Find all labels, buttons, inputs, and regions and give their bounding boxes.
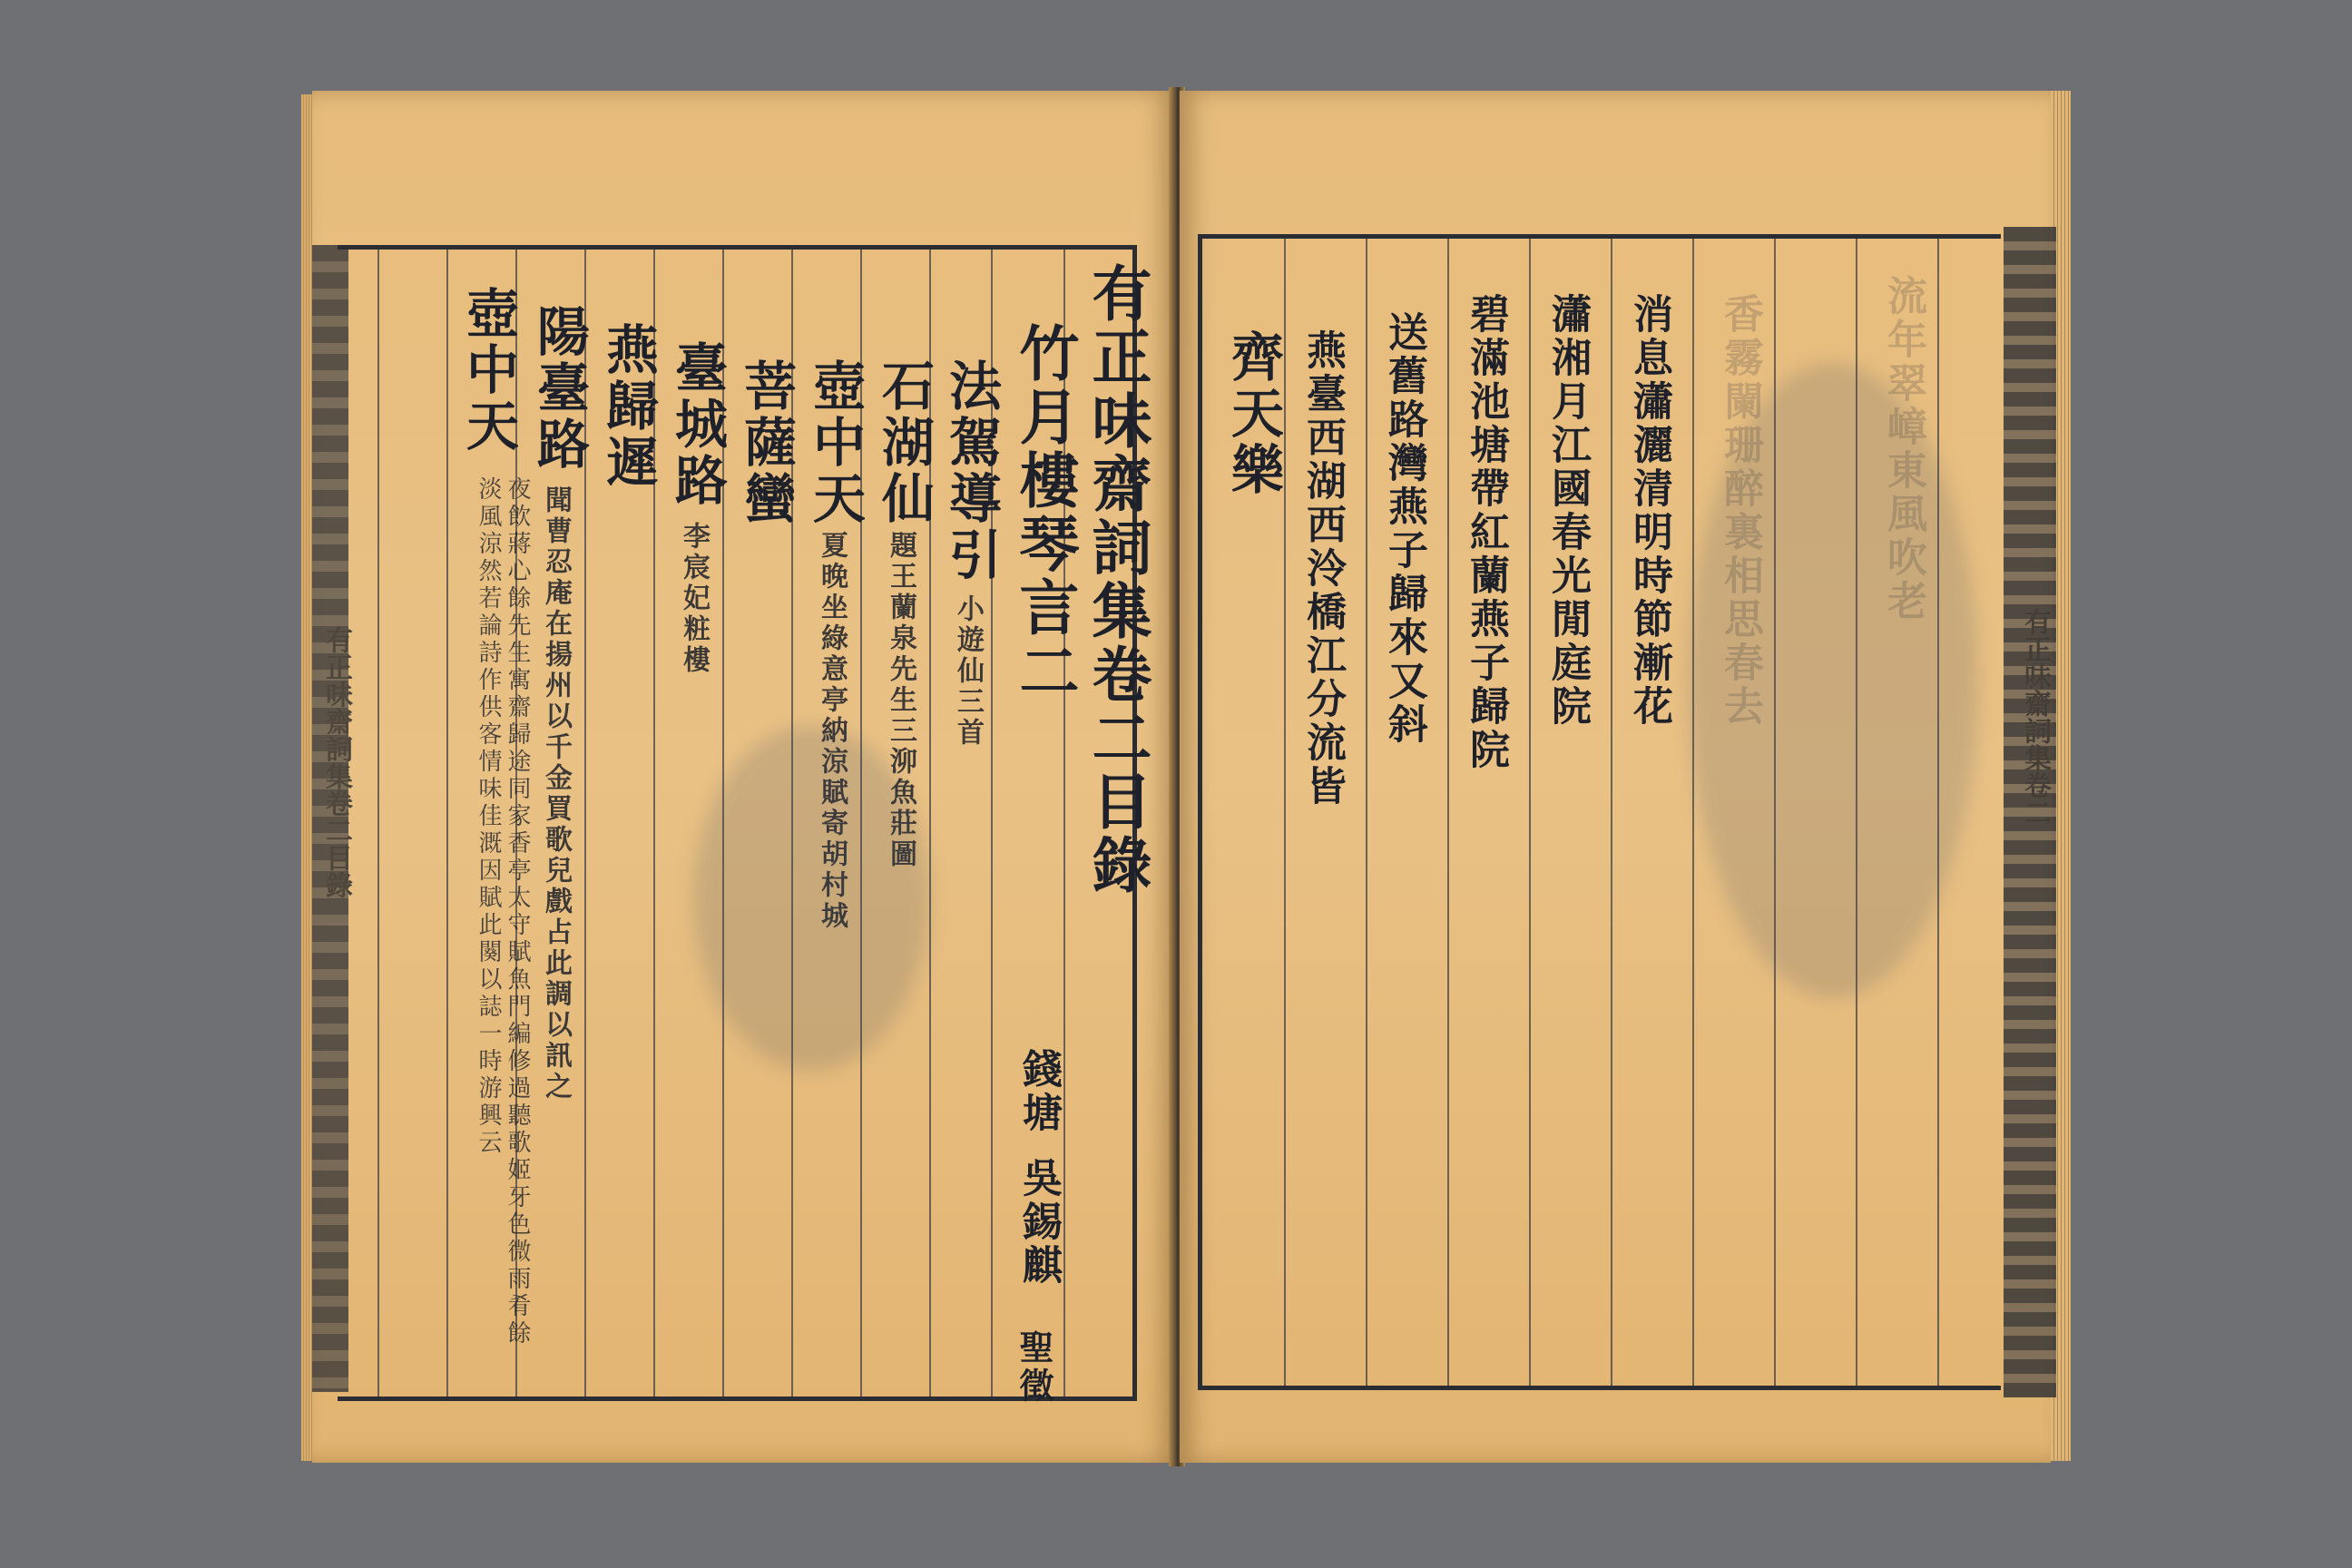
left-page [312, 91, 1174, 1463]
right-fold-margin [2004, 227, 2056, 1397]
right-col-5: 瀟湘月江國春光閒庭院 [1544, 293, 1591, 729]
right-col-3: 送舊路灣燕子歸來又斜 [1381, 311, 1427, 747]
toc-entry-6-note: 李宸妃粧樓 [678, 522, 710, 676]
toc-entry-1-name: 竹月樓琴言二 [1009, 322, 1080, 703]
ink-bleed [693, 726, 929, 1071]
toc-entry-2-note: 小遊仙三首 [952, 594, 984, 749]
toc-entry-7-name: 燕歸遲 [597, 322, 659, 491]
right-col-6: 消息瀟灑清明時節漸花 [1626, 293, 1672, 729]
toc-entry-2-name: 法駕導引 [940, 358, 1002, 583]
left-fold-label: 有正味齋詞集卷二目錄 [320, 626, 352, 898]
right-col-4: 碧滿池塘帶紅蘭燕子歸院 [1463, 293, 1509, 772]
toc-entry-6-name: 臺城路 [666, 340, 728, 509]
toc-entry-8-name: 陽臺路 [528, 304, 590, 473]
toc-entry-3-name: 石湖仙 [873, 358, 935, 527]
author-place: 錢塘 [1015, 1048, 1062, 1135]
right-col-8: 流年翠嶂東風吹老 [1880, 275, 1926, 623]
toc-entry-4-note: 夏晚坐綠意亭納涼賦寄胡村城 [816, 531, 848, 932]
toc-entry-8-note: 聞曹忍庵在揚州以千金買歌兒戲占此調以訊之 [540, 485, 572, 1102]
right-col-7: 香霧闌珊醉裏相思春去 [1717, 293, 1763, 729]
right-col-1: 齊天樂 [1222, 329, 1284, 498]
right-page [1180, 91, 2051, 1463]
toc-entry-4-name: 壺中天 [804, 358, 866, 527]
volume-title: 有正味齋詞集卷二目錄 [1082, 262, 1152, 897]
author-style: 聖徵 [1014, 1329, 1054, 1406]
toc-entry-3-note: 題王蘭泉先生三泖魚莊圖 [885, 531, 916, 870]
author-name: 吳錫麒 [1015, 1157, 1062, 1288]
right-col-2: 燕臺西湖西泠橋江分流皆 [1299, 329, 1346, 808]
toc-entry-9-name: 壺中天 [457, 286, 519, 455]
right-fold-label: 有正味齋詞集卷二 [2019, 608, 2051, 826]
ink-show-through [1688, 363, 1978, 998]
toc-entry-9-note: 夜飲蔣心餘先生寓齋歸途同家香亭太守賦魚門編修過聽歌姬牙色微雨肴餘淡風涼然若論詩作供客情味佳溉因賦此闋以誌一時游興云 [475, 476, 531, 1348]
toc-entry-5-name: 菩薩蠻 [735, 358, 797, 527]
